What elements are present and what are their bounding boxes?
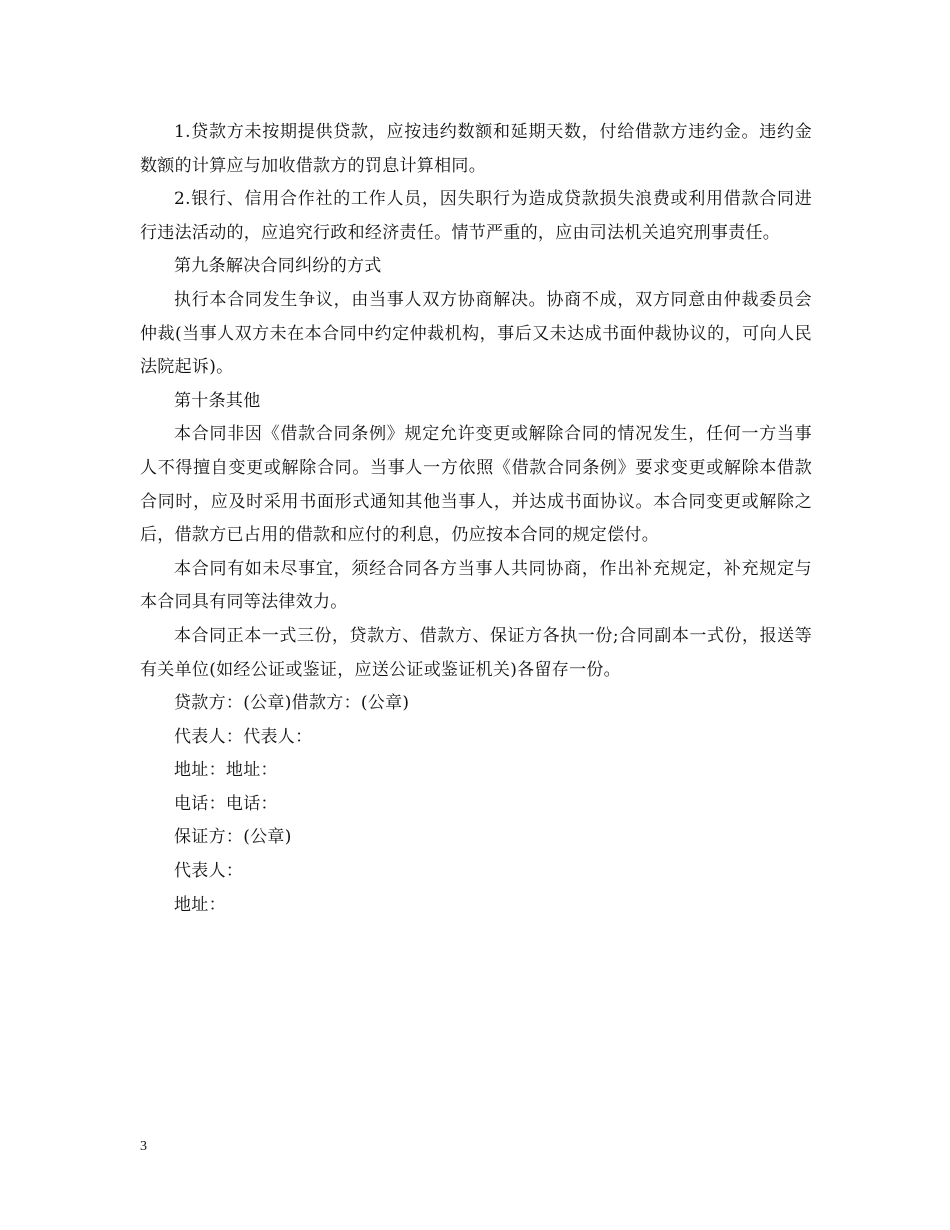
clause-dispute-resolution: 执行本合同发生争议，由当事人双方协商解决。协商不成，双方同意由仲裁委员会仲裁(当事人双方未在本合同中约定仲裁机构，事后又未达成书面仲裁协议的，可向人民法院起诉)。 [140, 289, 812, 378]
section-heading-article-10: 第十条其他 [174, 390, 261, 411]
document-body [140, 116, 812, 922]
clause-lender-default: 1.贷款方未按期提供贷款，应按违约数额和延期天数，付给借款方违约金。违约金数额的计算应与加收借款方的罚息计算相同。 [140, 122, 812, 176]
signature-guarantor-address: 地址： [174, 894, 226, 915]
page-number: 3 [140, 1139, 147, 1154]
signature-addresses: 地址：地址： [174, 760, 278, 781]
signature-lender-borrower: 贷款方：(公章)借款方：(公章) [174, 693, 410, 714]
signature-phones: 电话：电话： [174, 793, 278, 814]
signature-guarantor-representative: 代表人： [174, 861, 244, 882]
clause-copies: 本合同正本一式三份，贷款方、借款方、保证方各执一份;合同副本一式份，报送等有关单位(如经公证或鉴证，应送公证或鉴证机关)各留存一份。 [140, 625, 812, 680]
signature-guarantor: 保证方：(公章) [174, 827, 292, 848]
clause-staff-liability: 2.银行、信用合作社的工作人员，因失职行为造成贷款损失浪费或利用借款合同进行违法活动的，应追究行政和经济责任。情节严重的，应由司法机关追究刑事责任。 [140, 189, 812, 243]
clause-contract-change: 本合同非因《借款合同条例》规定允许变更或解除合同的情况发生，任何一方当事人不得擅自变更或解除合同。当事人一方依照《借款合同条例》要求变更或解除本借款合同时，应及时采用书面形式通知其他当事人，并达成书面协议。本合同变更或解除之后，借款方已占用的借款和应付的利息，仍应按本合同的规定偿付。 [140, 424, 812, 546]
clause-supplementary: 本合同有如未尽事宜，须经合同各方当事人共同协商，作出补充规定，补充规定与本合同具有同等法律效力。 [140, 558, 812, 613]
signature-representatives: 代表人：代表人： [174, 726, 313, 747]
section-heading-article-9: 第九条解决合同纠纷的方式 [174, 256, 382, 277]
